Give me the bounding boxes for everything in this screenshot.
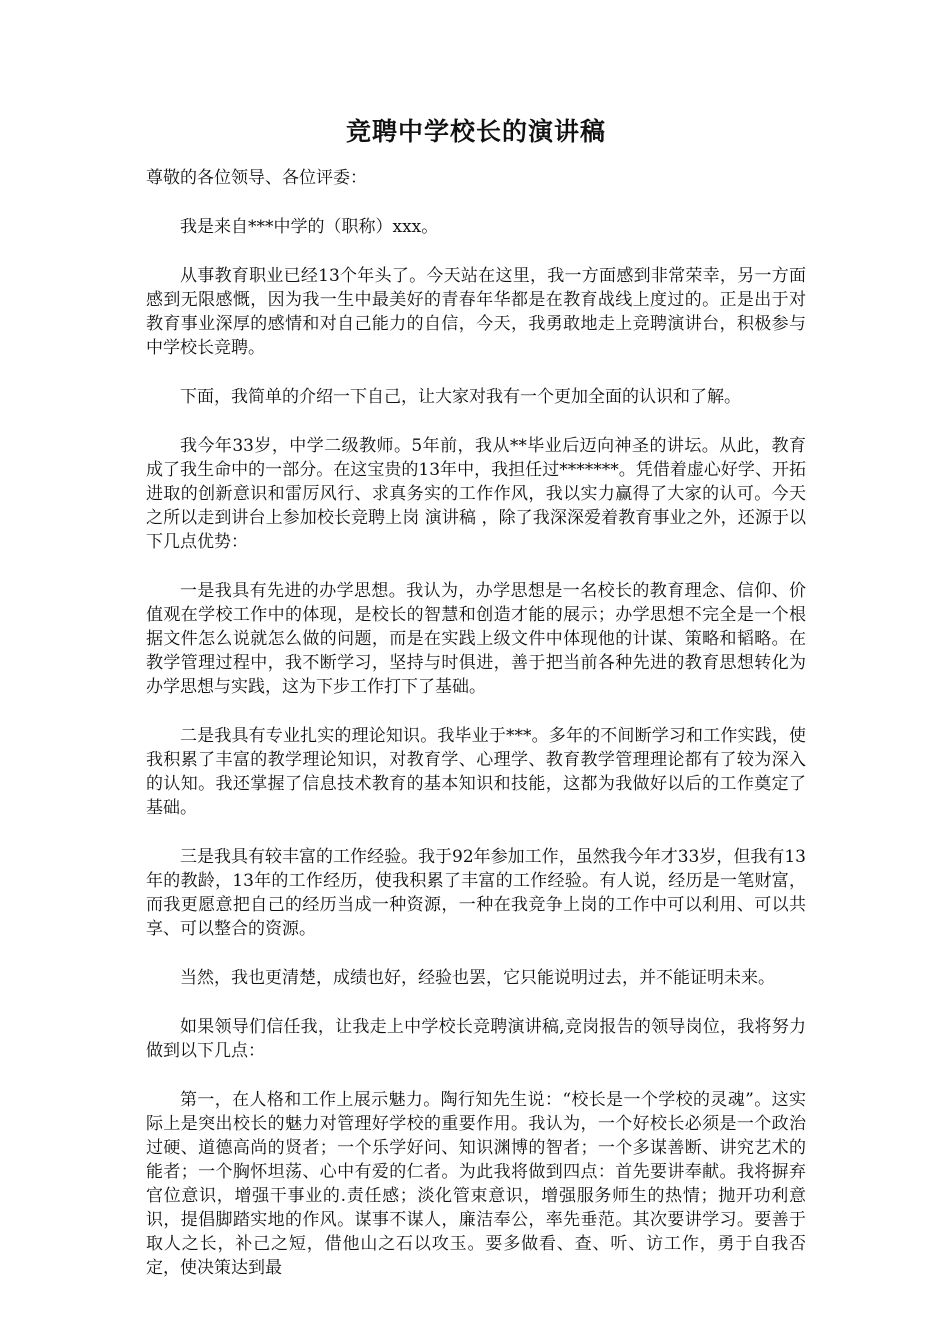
paragraph-commitment: 如果领导们信任我，让我走上中学校长竞聘演讲稿,竞岗报告的领导岗位，我将努力做到以下几点：	[146, 1017, 806, 1061]
paragraph-advantage-2: 二是我具有专业扎实的理论知识。我毕业于***。多年的不间断学习和工作实践，使我积累了丰富的教学理论知识，对教育学、心理学、教育教学管理理论都有了较为深入的认知。我还掌握了信息技术教育的基本知识和技能，这都为我做好以后的工作奠定了基础。	[146, 726, 806, 818]
paragraph-background: 我今年33岁，中学二级教师。5年前，我从**毕业后迈向神圣的讲坛。从此，教育成了我生命中的一部分。在这宝贵的13年中，我担任过*******。凭借着虚心好学、开拓进取的创新意识和雷厉风行、求真务实的工作作风，我以实力赢得了大家的认可。今天之所以走到讲台上参加校长竞聘上岗 演讲稿 ，除了我深深爱着教育事业之外，还源于以下几点优势：	[146, 436, 806, 552]
paragraph-advantage-1: 一是我具有先进的办学思想。我认为，办学思想是一名校长的教育理念、信仰、价值观在学校工作中的体现，是校长的智慧和创造才能的展示；办学思想不完全是一个根据文件怎么说就怎么做的问题，而是在实践上级文件中体现他的计谋、策略和韬略。在教学管理过程中，我不断学习，坚持与时俱进，善于把当前各种先进的教育思想转化为办学思想与实践，这为下步工作打下了基础。	[146, 581, 806, 697]
document-title: 竞聘中学校长的演讲稿	[345, 117, 606, 146]
paragraph-career: 从事教育职业已经13个年头了。今天站在这里，我一方面感到非常荣幸，另一方面感到无限感慨，因为我一生中最美好的青春年华都是在教育战线上度过的。正是出于对教育事业深厚的感情和对自己能力的自信，今天，我勇敢地走上竞聘演讲台，积极参与中学校长竞聘。	[146, 266, 806, 358]
paragraph-point-1: 第一，在人格和工作上展示魅力。陶行知先生说：“校长是一个学校的灵魂”。这实际上是突出校长的魅力对管理好学校的重要作用。我认为，一个好校长必须是一个政治过硬、道德高尚的贤者；一个乐学好问、知识渊博的智者；一个多谋善断、讲究艺术的能者；一个胸怀坦荡、心中有爱的仁者。为此我将做到四点：首先要讲奉献。我将摒弃官位意识，增强干事业的.责任感；淡化管束意识，增强服务师生的热情；抛开功利意识，提倡脚踏实地的作风。谋事不谋人，廉洁奉公，率先垂范。其次要讲学习。要善于取人之长，补己之短，借他山之石以攻玉。要多做看、查、听、访工作，勇于自我否定，使决策达到最	[146, 1090, 806, 1278]
paragraph-reflection: 当然，我也更清楚，成绩也好，经验也罢，它只能说明过去，并不能证明未来。	[180, 968, 775, 988]
paragraph-self-intro: 下面，我简单的介绍一下自己，让大家对我有一个更加全面的认识和了解。	[180, 387, 741, 407]
paragraph-intro: 我是来自***中学的（职称）xxx。	[180, 217, 439, 237]
salutation: 尊敬的各位领导、各位评委：	[146, 168, 367, 188]
document-page	[146, 112, 806, 1305]
paragraph-advantage-3: 三是我具有较丰富的工作经验。我于92年参加工作，虽然我今年才33岁，但我有13年的教龄，13年的工作经历，使我积累了丰富的工作经验。有人说，经历是一笔财富，而我更愿意把自己的经历当成一种资源，一种在我竞争上岗的工作中可以利用、可以共享、可以整合的资源。	[146, 847, 806, 939]
